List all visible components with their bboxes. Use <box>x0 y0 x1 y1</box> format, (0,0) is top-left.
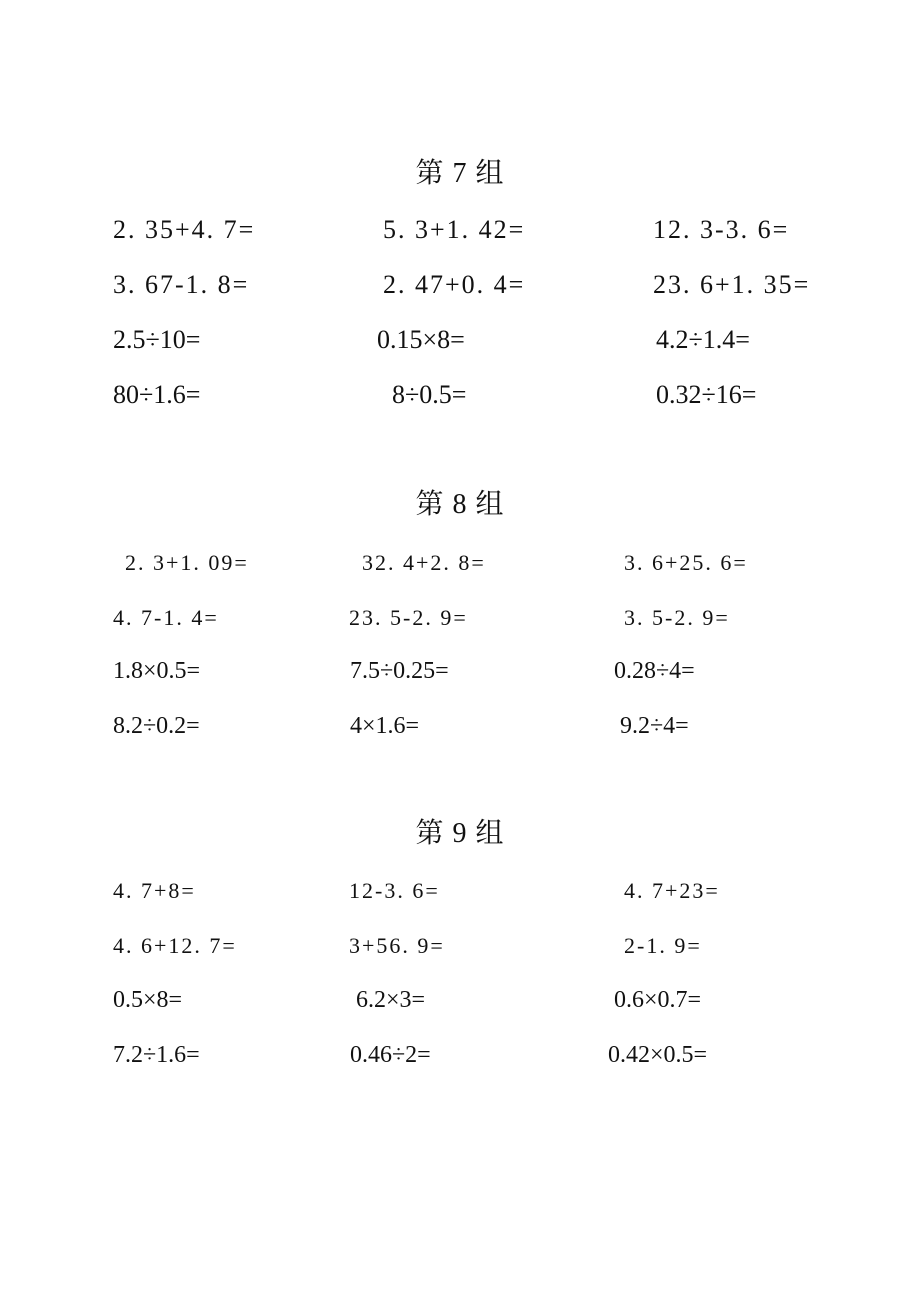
problem: 3. 6+25. 6= <box>624 550 748 575</box>
problem: 32. 4+2. 8= <box>362 550 486 575</box>
problem: 12-3. 6= <box>349 878 440 903</box>
problem: 0.28÷4= <box>614 658 695 684</box>
problem: 3. 67-1. 8= <box>113 270 250 299</box>
problem: 2-1. 9= <box>624 933 702 958</box>
problem: 2.5÷10= <box>113 325 201 354</box>
group-title: 第 7 组 <box>415 158 505 189</box>
problem: 0.5×8= <box>113 987 183 1013</box>
problem: 4. 6+12. 7= <box>113 933 237 958</box>
problem: 0.6×0.7= <box>614 987 702 1013</box>
problem: 8.2÷0.2= <box>113 713 200 739</box>
problem: 4. 7-1. 4= <box>113 605 219 630</box>
problem: 3. 5-2. 9= <box>624 605 730 630</box>
problem: 1.8×0.5= <box>113 658 201 684</box>
problem: 2. 35+4. 7= <box>113 215 256 244</box>
problem: 0.42×0.5= <box>608 1042 708 1068</box>
problem: 5. 3+1. 42= <box>383 215 526 244</box>
problem: 8÷0.5= <box>392 380 467 409</box>
problem: 9.2÷4= <box>620 713 689 739</box>
problem: 4. 7+8= <box>113 878 196 903</box>
group-title: 第 9 组 <box>415 818 505 849</box>
group-title: 第 8 组 <box>415 489 505 520</box>
problem: 23. 5-2. 9= <box>349 605 468 630</box>
problem: 2. 47+0. 4= <box>383 270 526 299</box>
problem: 0.46÷2= <box>350 1042 431 1068</box>
problem: 7.5÷0.25= <box>350 658 449 684</box>
problem: 4. 7+23= <box>624 878 720 903</box>
problem: 12. 3-3. 6= <box>653 215 790 244</box>
problem: 7.2÷1.6= <box>113 1042 200 1068</box>
problem: 0.32÷16= <box>656 380 757 409</box>
problem: 23. 6+1. 35= <box>653 270 811 299</box>
problem: 4.2÷1.4= <box>656 325 750 354</box>
problem: 2. 3+1. 09= <box>125 550 249 575</box>
problem: 6.2×3= <box>356 987 426 1013</box>
problem: 3+56. 9= <box>349 933 445 958</box>
problem: 0.15×8= <box>377 325 465 354</box>
problem: 80÷1.6= <box>113 380 201 409</box>
problem: 4×1.6= <box>350 713 420 739</box>
